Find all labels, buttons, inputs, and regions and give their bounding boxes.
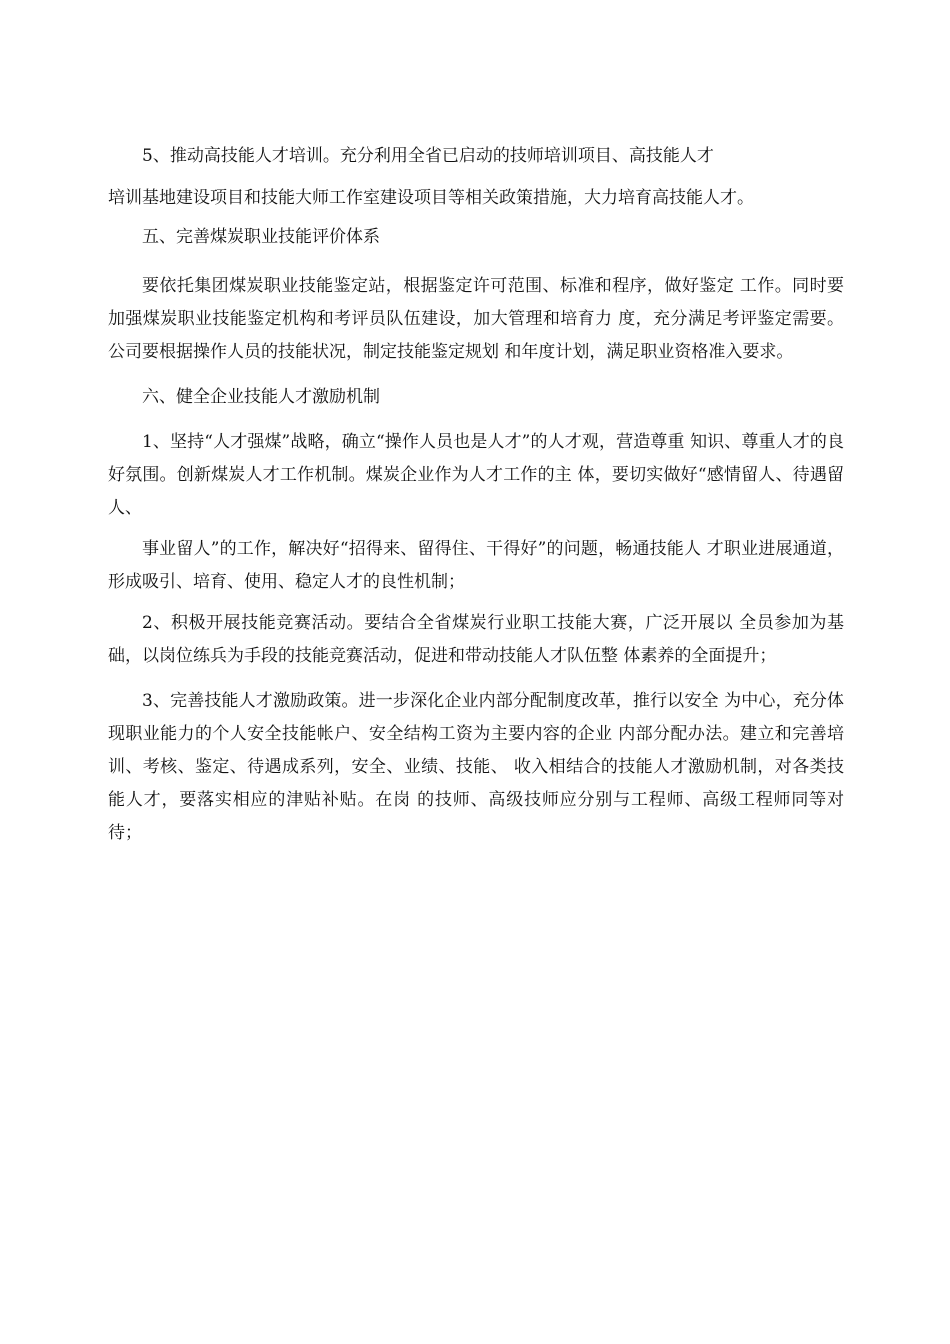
section-heading-5: 五、完善煤炭职业技能评价体系 bbox=[142, 227, 380, 247]
paragraph-item-5: 5、推动高技能人才培训。充分利用全省已启动的技师培训项目、高技能人才 bbox=[142, 146, 714, 166]
document-body bbox=[108, 140, 844, 850]
paragraph-item-1: 1、坚持“人才强煤”战略，确立“操作人员也是人才”的人才观，营造尊重 知识、尊重人才的良好氛围。创新煤炭人才工作机制。煤炭企业作为人才工作的主 体，要切实做好“感情留人、待遇留人、 bbox=[108, 432, 844, 518]
paragraph-section-5: 要依托集团煤炭职业技能鉴定站，根据鉴定许可范围、标准和程序，做好鉴定 工作。同时要加强煤炭职业技能鉴定机构和考评员队伍建设，加大管理和培育力 度，充分满足考评鉴定需要。公司要根据操作人员的技能状况，制定技能鉴定规划 和年度计划，满足职业资格准入要求。 bbox=[108, 276, 844, 362]
paragraph-item-2: 2、积极开展技能竞赛活动。要结合全省煤炭行业职工技能大赛，广泛开展以 全员参加为基础，以岗位练兵为手段的技能竞赛活动，促进和带动技能人才队伍整 体素养的全面提升； bbox=[108, 613, 844, 666]
paragraph-item-5-continued: 培训基地建设项目和技能大师工作室建设项目等相关政策措施，大力培育高技能人才。 bbox=[108, 188, 754, 208]
paragraph-item-1-continued: 事业留人”的工作，解决好“招得来、留得住、干得好”的问题，畅通技能人 才职业进展通道，形成吸引、培育、使用、稳定人才的良性机制； bbox=[108, 539, 844, 592]
section-heading-6: 六、健全企业技能人才激励机制 bbox=[142, 387, 380, 407]
paragraph-item-3: 3、完善技能人才激励政策。进一步深化企业内部分配制度改革，推行以安全 为中心，充分体现职业能力的个人安全技能帐户、安全结构工资为主要内容的企业 内部分配办法。建立和完善培训、考核、鉴定、待遇成系列，安全、业绩、技能、 收入相结合的技能人才激励机制，对各类技能人才，要落实相应的津贴补贴。在岗 的技师、高级技师应分别与工程师、高级工程师同等对待； bbox=[108, 691, 844, 843]
